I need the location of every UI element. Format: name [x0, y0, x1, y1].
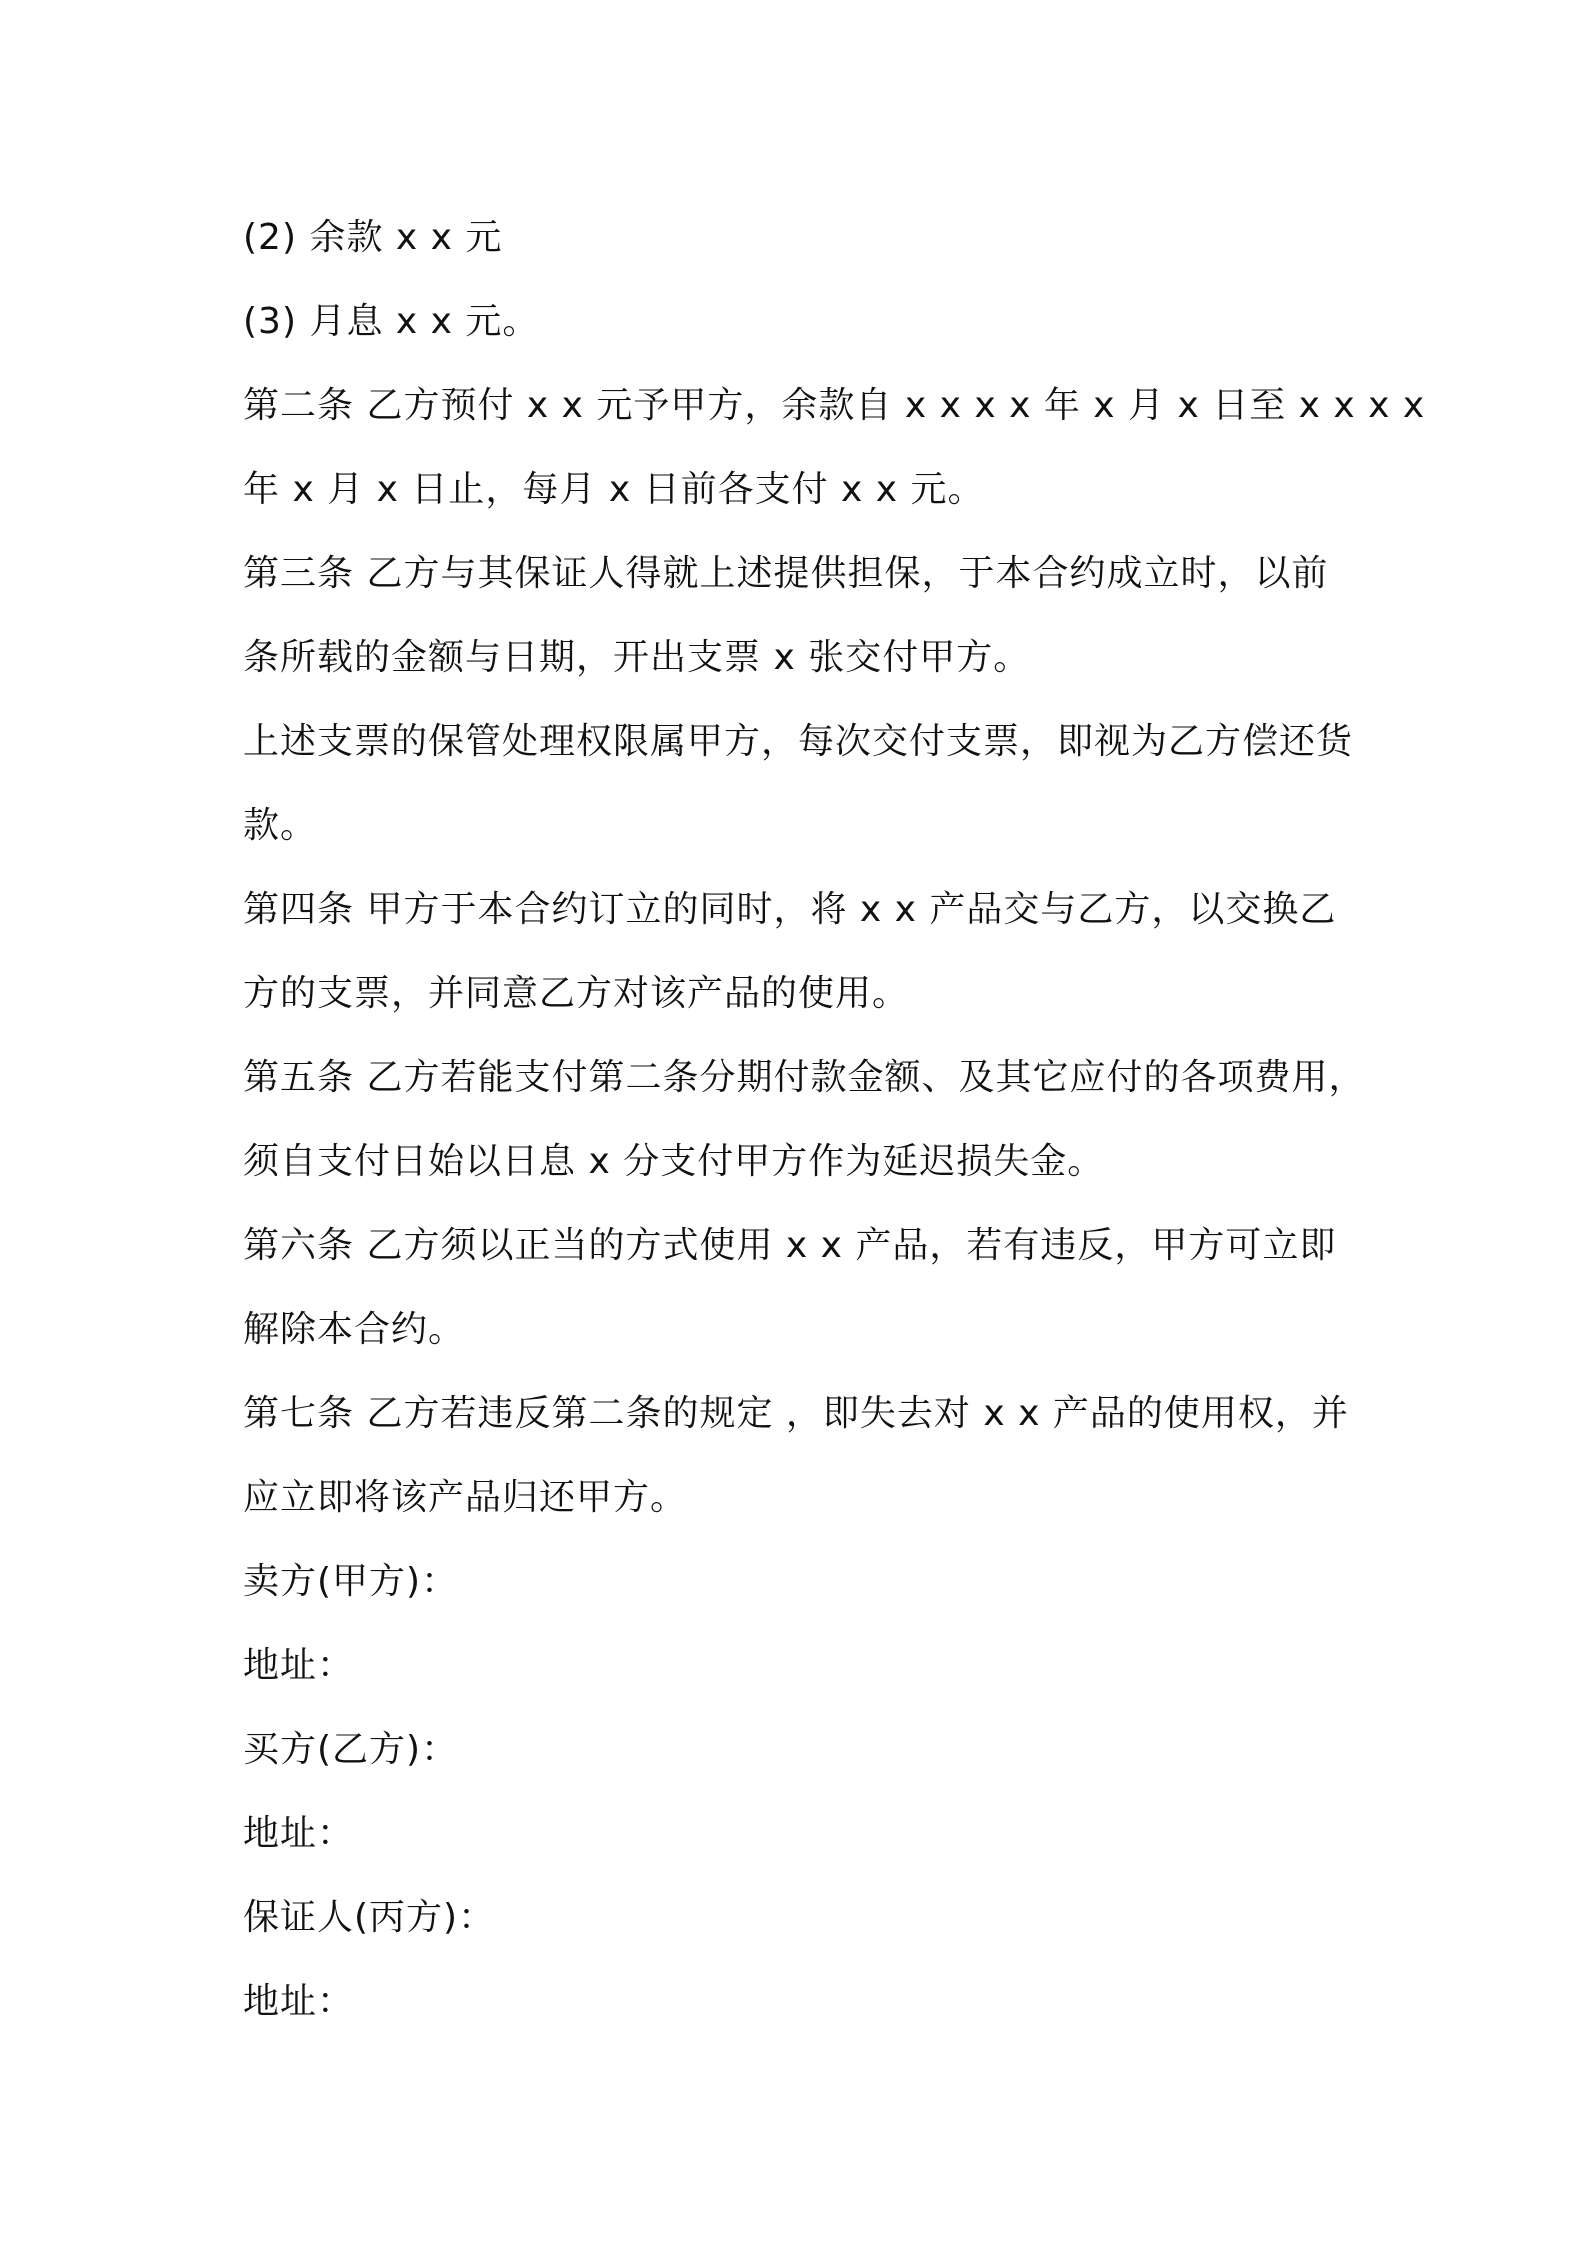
- guarantor-label: 保证人(丙方)：: [243, 1897, 496, 1938]
- article-7-line-2: 应立即将该产品归还甲方。: [243, 1477, 688, 1518]
- article-5-line-1: 第五条 乙方若能支付第二条分期付款金额、及其它应付的各项费用，: [243, 1057, 1366, 1098]
- check-custody-line-2: 款。: [243, 805, 318, 846]
- buyer-address-label: 地址：: [243, 1813, 355, 1854]
- article-3-line-2: 条所载的金额与日期，开出支票 x 张交付甲方。: [243, 637, 1031, 678]
- article-2-line-1: 第二条 乙方预付 x x 元予甲方，余款自 x x x x 年 x 月 x 日至 x x x x: [243, 385, 1426, 426]
- article-7-line-1: 第七条 乙方若违反第二条的规定 ，即失去对 x x 产品的使用权，并: [243, 1393, 1349, 1434]
- seller-address-label: 地址：: [243, 1645, 355, 1686]
- seller-label: 卖方(甲方)：: [243, 1561, 459, 1602]
- article-4-line-2: 方的支票，并同意乙方对该产品的使用。: [243, 973, 910, 1014]
- buyer-label: 买方(乙方)：: [243, 1729, 459, 1770]
- article-5-line-2: 须自支付日始以日息 x 分支付甲方作为延迟损失金。: [243, 1141, 1105, 1182]
- guarantor-address-label: 地址：: [243, 1981, 355, 2022]
- clause-line-monthly-interest: (3) 月息 x x 元。: [243, 301, 540, 342]
- article-3-line-1: 第三条 乙方与其保证人得就上述提供担保，于本合约成立时，以前: [243, 553, 1329, 594]
- clause-line-balance: (2) 余款 x x 元: [243, 217, 503, 258]
- article-2-line-2: 年 x 月 x 日止，每月 x 日前各支付 x x 元。: [243, 469, 985, 510]
- article-6-line-1: 第六条 乙方须以正当的方式使用 x x 产品，若有违反，甲方可立即: [243, 1225, 1337, 1266]
- article-6-line-2: 解除本合约。: [243, 1309, 466, 1350]
- article-4-line-1: 第四条 甲方于本合约订立的同时，将 x x 产品交与乙方，以交换乙: [243, 889, 1337, 930]
- check-custody-line-1: 上述支票的保管处理权限属甲方，每次交付支票，即视为乙方偿还货: [243, 721, 1354, 762]
- contract-text: [243, 196, 1426, 2044]
